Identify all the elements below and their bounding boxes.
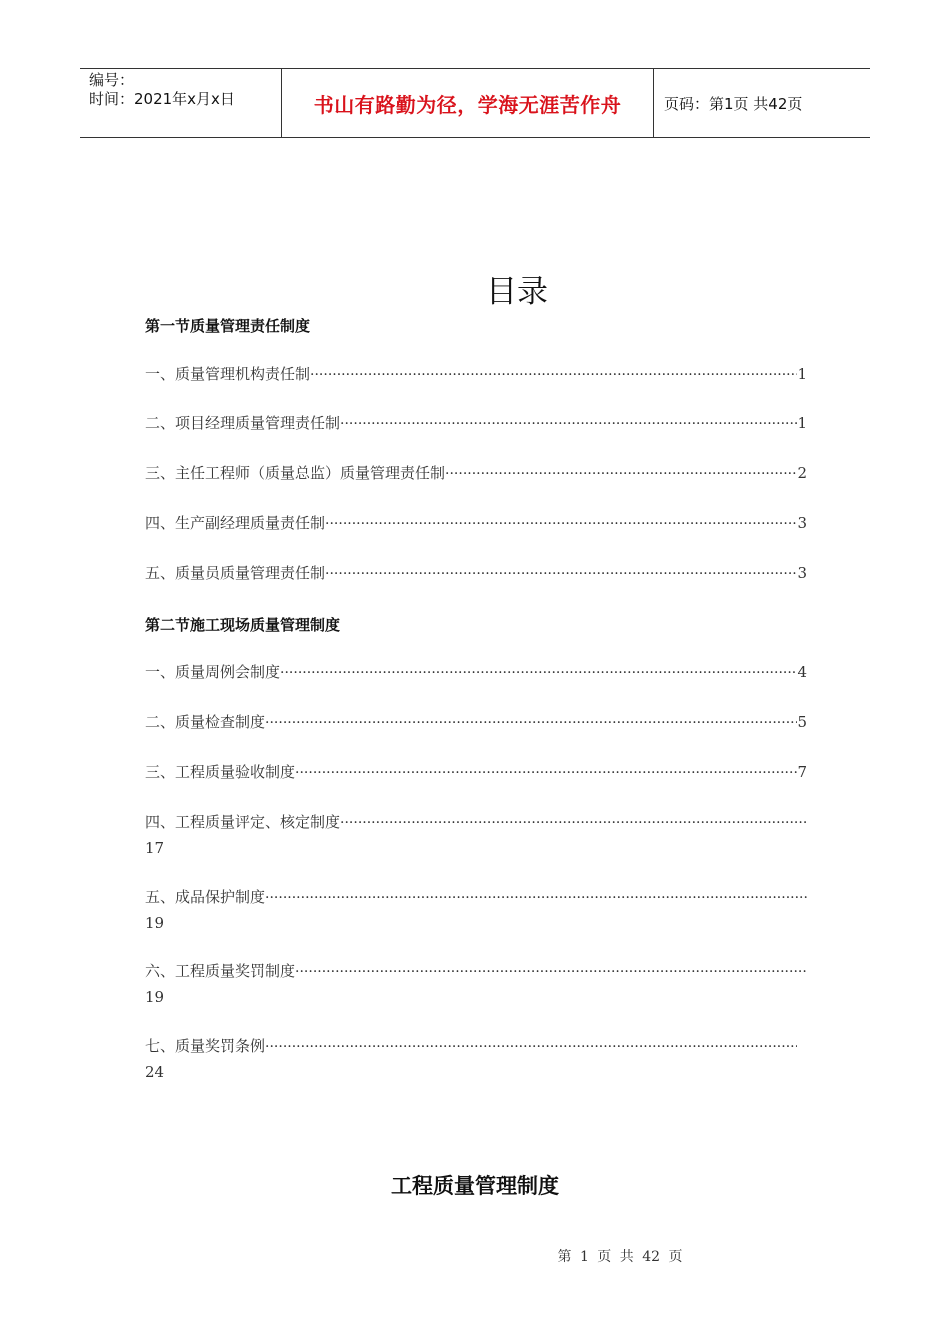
toc-leader: [295, 960, 807, 985]
toc-entry-page: 5: [797, 713, 807, 731]
toc-entry-page: 1: [797, 414, 807, 432]
toc-entry-label: 四、生产副经理质量责任制: [145, 514, 326, 532]
toc-entry[interactable]: [145, 959, 807, 1010]
toc-entry-label: 二、项目经理质量管理责任制: [145, 414, 341, 432]
toc-entry-label: 一、质量管理机构责任制: [145, 365, 311, 383]
header-motto: 书山有路勤为径，学海无涯苦作舟: [282, 69, 654, 137]
toc-title: 目录: [486, 274, 548, 310]
toc-leader: [265, 1035, 797, 1060]
toc-entry[interactable]: [145, 810, 807, 861]
toc-entry[interactable]: [145, 561, 807, 587]
toc-entry-label: 一、质量周例会制度: [145, 663, 281, 681]
document-title: 工程质量管理制度: [391, 1174, 559, 1198]
toc-entry[interactable]: [145, 461, 807, 487]
doc-time-label: 时间：2021年x月x日: [89, 90, 235, 108]
toc-entry[interactable]: [145, 1034, 797, 1085]
toc-entry-label: 二、质量检查制度: [145, 713, 266, 731]
toc-entry-label: 六、工程质量奖罚制度: [145, 962, 296, 980]
toc-leader: [325, 562, 797, 587]
toc-entry-label: 三、主任工程师（质量总监）质量管理责任制: [145, 464, 446, 482]
toc-entry-page: 19: [145, 988, 165, 1006]
header-page-info: 页码：第1页 共42页: [664, 94, 803, 113]
toc-leader: [325, 512, 797, 537]
toc-section-heading[interactable]: 第二节施工现场质量管理制度: [145, 616, 341, 634]
toc-entry-label: 五、成品保护制度: [145, 888, 266, 906]
header-meta: [80, 69, 282, 137]
toc-entry[interactable]: [145, 660, 807, 686]
toc-entry[interactable]: [145, 885, 807, 936]
toc-entry-label: 三、工程质量验收制度: [145, 763, 296, 781]
toc-leader: [280, 661, 797, 686]
toc-entry[interactable]: [145, 511, 807, 537]
toc-entry-page: 24: [145, 1063, 165, 1081]
toc-entry-page: 3: [797, 514, 807, 532]
page-footer: 第 1 页 共 42 页: [557, 1249, 683, 1265]
toc-leader: [310, 363, 797, 388]
page-header: [80, 68, 870, 138]
toc-entry-page: 7: [797, 763, 807, 781]
toc-entry-page: 1: [797, 365, 807, 383]
toc-entry[interactable]: [145, 362, 807, 388]
toc-leader: [265, 886, 807, 911]
toc-leader: [340, 811, 807, 836]
toc-entry-page: 19: [145, 914, 165, 932]
toc-entry-page: 3: [797, 564, 807, 582]
toc-entry-page: 2: [797, 464, 807, 482]
toc-entry[interactable]: [145, 760, 807, 786]
toc-section-heading[interactable]: 第一节质量管理责任制度: [145, 317, 311, 335]
toc-entry-page: 4: [797, 663, 807, 681]
toc-entry-label: 七、质量奖罚条例: [145, 1037, 266, 1055]
toc-leader: [340, 412, 797, 437]
doc-number-label: 编号：: [89, 71, 135, 89]
toc-entry[interactable]: [145, 411, 807, 437]
toc-leader: [295, 761, 797, 786]
toc-entry-label: 五、质量员质量管理责任制: [145, 564, 326, 582]
toc-entry-page: 17: [145, 839, 165, 857]
toc-leader: [265, 711, 797, 736]
toc-entry[interactable]: [145, 710, 807, 736]
toc-entry-label: 四、工程质量评定、核定制度: [145, 813, 341, 831]
toc-leader: [445, 462, 797, 487]
